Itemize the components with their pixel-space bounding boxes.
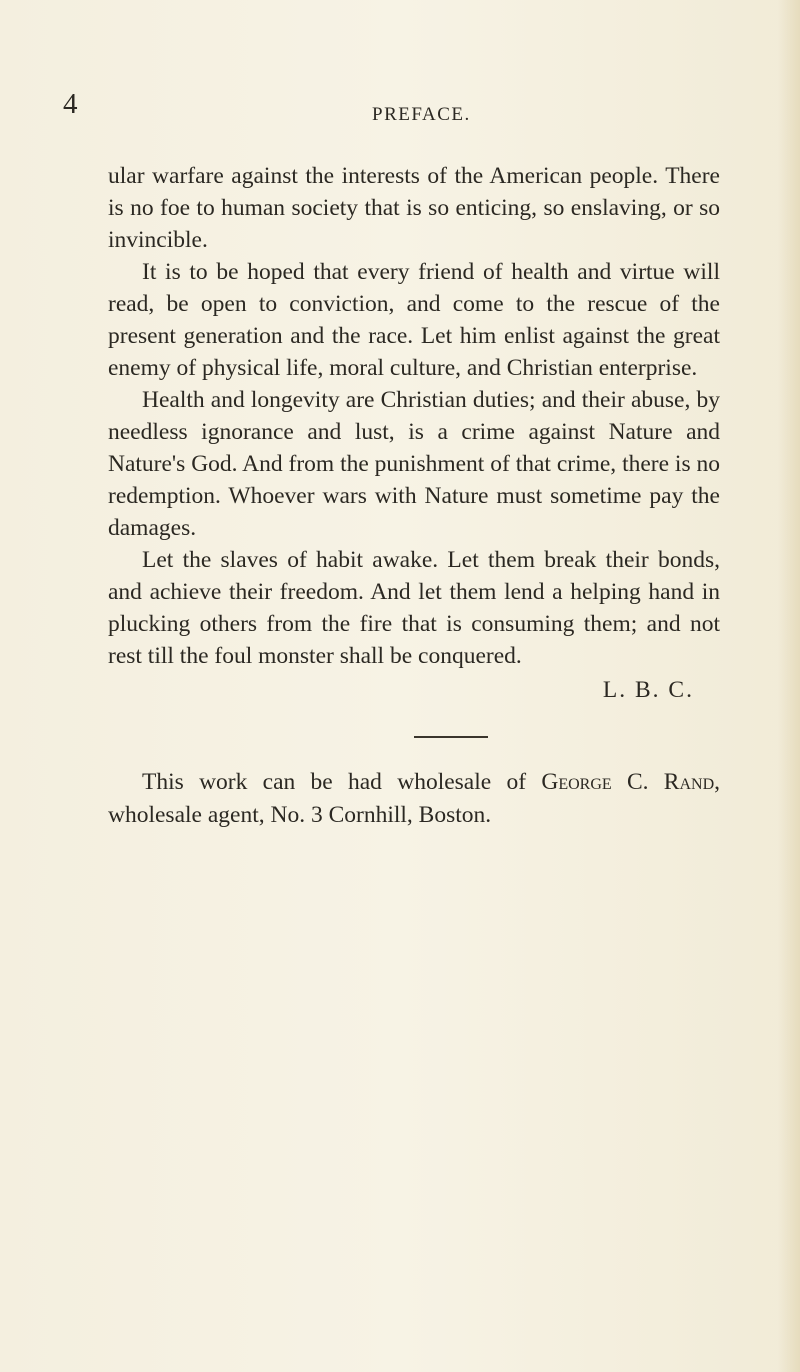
paragraph-4: Let the slaves of habit awake. Let them break their bonds, and achieve their freedom. And let them lend a helping hand in plucking others from the fire that is consuming them; and not rest till the foul monster shall be conquered. [108,547,720,669]
body-text [108,160,720,832]
notice-text-3: , wholesale agent, No. 3 Cornhill, Boston. [108,769,720,828]
paragraph-1: ular warfare against the interests of the American people. There is no foe to human society that is so enticing, so enslaving, or so invincible. [108,163,720,253]
notice-name-rand: Rand [663,769,715,795]
signature: L. B. C. [602,677,694,703]
page-edge-shadow [778,0,800,1372]
paragraph-2: It is to be hoped that every friend of health and virtue will read, be open to conviction, and come to the rescue of the present generation and the race. Let him enlist against the great enemy of physical life, moral culture, and Christian enterprise. [108,259,720,381]
paragraph-3: Health and longevity are Christian duties; and their abuse, by needless ignorance and lust, is a crime against Nature and Nature's God. And from the punishment of that crime, there is no redemption. Whoever wars with Nature must sometime pay the damages. [108,387,720,541]
publisher-notice [108,766,720,832]
notice-name-george: George [541,769,612,795]
notice-text-2: C. [611,769,664,795]
running-head: PREFACE. [372,104,471,125]
section-divider [414,736,488,738]
notice-text-1: This work can be had wholesale of [142,769,542,795]
page-number: 4 [63,88,78,120]
